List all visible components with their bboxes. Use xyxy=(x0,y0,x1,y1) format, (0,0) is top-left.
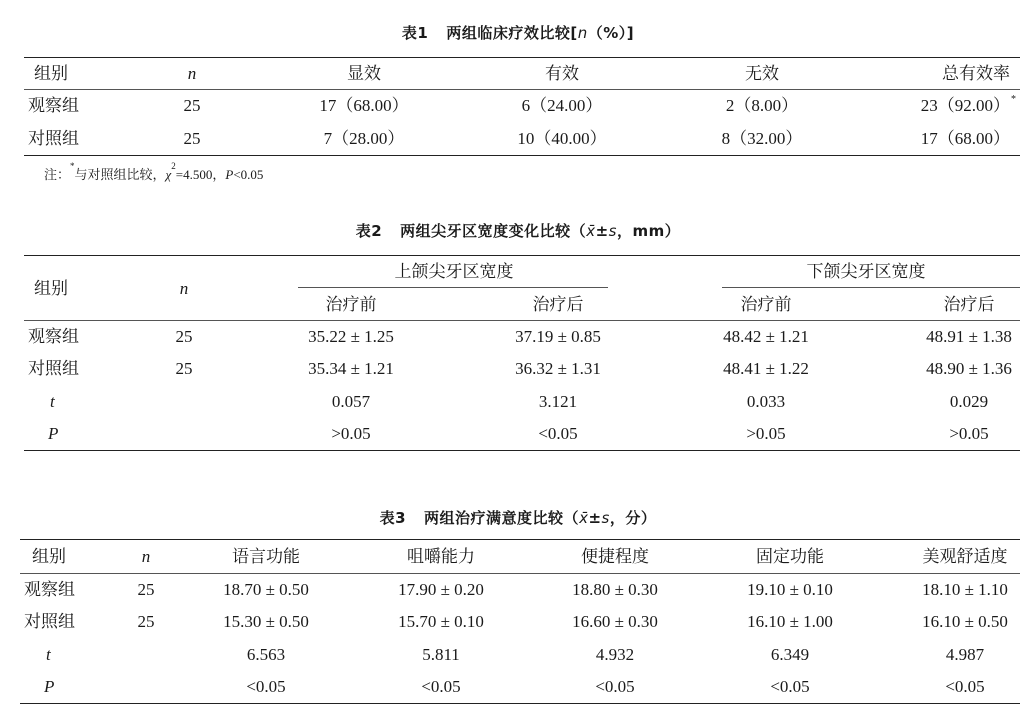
table-cell: 17.90 ± 0.20 xyxy=(398,580,484,599)
table3-header-n: n xyxy=(141,547,151,566)
table-cell: <0.05 xyxy=(770,677,810,696)
table-cell: 16.60 ± 0.30 xyxy=(572,612,658,631)
table-cell: <0.05 xyxy=(595,677,635,696)
table-cell: 17（68.00） xyxy=(319,96,409,115)
table-cell: 25 xyxy=(175,327,193,346)
table-cell: 16.10 ± 0.50 xyxy=(922,612,1008,631)
table-cell: 7（28.00） xyxy=(323,129,405,148)
table2-header-after-lower: 治疗后 xyxy=(943,295,995,314)
table-cell: 5.811 xyxy=(422,645,460,664)
table1-header-n: n xyxy=(187,64,197,83)
table-cell: 25 xyxy=(183,96,201,115)
table-row-stat-label: t xyxy=(46,645,51,664)
table-cell: 48.91 ± 1.38 xyxy=(926,327,1012,346)
table-cell: 2（8.00） xyxy=(725,96,799,115)
table3-caption: 表3 两组治疗满意度比较（x̄±s，分） xyxy=(379,509,657,527)
table-row-stat-label: P xyxy=(48,424,59,443)
table2-header-upper: 上颌尖牙区宽度 xyxy=(394,262,514,281)
table3-header-chewing: 咀嚼能力 xyxy=(407,547,475,566)
table-cell: 48.42 ± 1.21 xyxy=(723,327,809,346)
table-cell: 16.10 ± 1.00 xyxy=(747,612,833,631)
table2-lower-span-rule xyxy=(722,287,1020,288)
table-row-group: 观察组 xyxy=(28,96,79,115)
table-cell: 35.22 ± 1.25 xyxy=(308,327,394,346)
table-cell: 25 xyxy=(183,129,201,148)
table-cell: 6（24.00） xyxy=(521,96,603,115)
table2-header-after-upper: 治疗后 xyxy=(532,295,584,314)
table2-header-group: 组别 xyxy=(34,279,68,298)
table-cell: 0.033 xyxy=(746,392,786,411)
table-cell: 15.70 ± 0.10 xyxy=(398,612,484,631)
table3-header-aesthetics: 美观舒适度 xyxy=(922,547,1008,566)
table3-bottom-rule xyxy=(20,703,1020,704)
table-cell: >0.05 xyxy=(331,424,371,443)
table-row-group: 观察组 xyxy=(24,580,75,599)
table-cell: 25 xyxy=(175,359,193,378)
table2-header-rule xyxy=(24,320,1020,321)
table1-footnote: 注：*与对照组比较，$\chi^2=4.500$，P<0.05 xyxy=(44,161,264,182)
table3-header-fixation: 固定功能 xyxy=(756,547,824,566)
table-cell: 18.10 ± 1.10 xyxy=(922,580,1008,599)
table2-bottom-rule xyxy=(24,450,1020,451)
table2-header-n: n xyxy=(179,279,189,298)
table3-header-rule xyxy=(20,573,1020,574)
table-cell: 25 xyxy=(137,612,155,631)
table-cell: 6.349 xyxy=(770,645,810,664)
table-cell: 17（68.00） xyxy=(920,129,1010,148)
table-cell: 37.19 ± 0.85 xyxy=(515,327,601,346)
table-row-stat-label: P xyxy=(44,677,55,696)
table3-header-convenience: 便捷程度 xyxy=(581,547,649,566)
table1-header-xianxiao: 显效 xyxy=(347,64,381,83)
table-cell: 0.029 xyxy=(949,392,989,411)
table-cell: 4.987 xyxy=(945,645,985,664)
table-cell: <0.05 xyxy=(421,677,461,696)
table-row-group: 对照组 xyxy=(28,359,79,378)
table2-header-before-upper: 治疗前 xyxy=(325,295,377,314)
table-cell: 4.932 xyxy=(595,645,635,664)
table3-header-language: 语言功能 xyxy=(232,547,300,566)
table-cell: 48.41 ± 1.22 xyxy=(723,359,809,378)
table2-header-before-lower: 治疗前 xyxy=(740,295,792,314)
table1-header-rule xyxy=(24,89,1020,90)
table2-caption: 表2 两组尖牙区宽度变化比较（x̄±s，mm） xyxy=(355,222,681,240)
table-cell: 25 xyxy=(137,580,155,599)
table-row-stat-label: t xyxy=(50,392,55,411)
table-cell: 19.10 ± 0.10 xyxy=(747,580,833,599)
table3-header-group: 组别 xyxy=(32,547,66,566)
table-cell: >0.05 xyxy=(746,424,786,443)
table-cell: 18.80 ± 0.30 xyxy=(572,580,658,599)
table-cell: 10（40.00） xyxy=(517,129,607,148)
table1-caption: 表1 两组临床疗效比较[n（%）] xyxy=(401,24,635,42)
table-cell: 8（32.00） xyxy=(721,129,803,148)
table-cell: 48.90 ± 1.36 xyxy=(926,359,1012,378)
table-cell: >0.05 xyxy=(949,424,989,443)
table-cell: 35.34 ± 1.21 xyxy=(308,359,394,378)
table-cell: 6.563 xyxy=(246,645,286,664)
table-cell: 36.32 ± 1.31 xyxy=(515,359,601,378)
table-cell: <0.05 xyxy=(945,677,985,696)
significance-mark: * xyxy=(1011,94,1016,105)
table-row-group: 观察组 xyxy=(28,327,79,346)
table2-top-rule xyxy=(24,255,1020,256)
table2-upper-span-rule xyxy=(298,287,608,288)
table-cell: 23（92.00） xyxy=(920,96,1010,115)
table-cell: 15.30 ± 0.50 xyxy=(223,612,309,631)
table3-top-rule xyxy=(20,539,1020,540)
table-row-group: 对照组 xyxy=(28,129,79,148)
table-row-group: 对照组 xyxy=(24,612,75,631)
table2-header-lower: 下颌尖牙区宽度 xyxy=(806,262,926,281)
table1-bottom-rule xyxy=(24,155,1020,156)
table1-top-rule xyxy=(24,57,1020,58)
table-cell: 18.70 ± 0.50 xyxy=(223,580,309,599)
table-cell: 0.057 xyxy=(331,392,371,411)
table1-header-wuxiao: 无效 xyxy=(745,64,779,83)
table-cell: <0.05 xyxy=(538,424,578,443)
table1-header-total-rate: 总有效率 xyxy=(942,64,1010,83)
table1-header-group: 组别 xyxy=(34,64,68,83)
table1-header-youxiao: 有效 xyxy=(545,64,579,83)
table-cell: <0.05 xyxy=(246,677,286,696)
table-cell: 3.121 xyxy=(538,392,578,411)
